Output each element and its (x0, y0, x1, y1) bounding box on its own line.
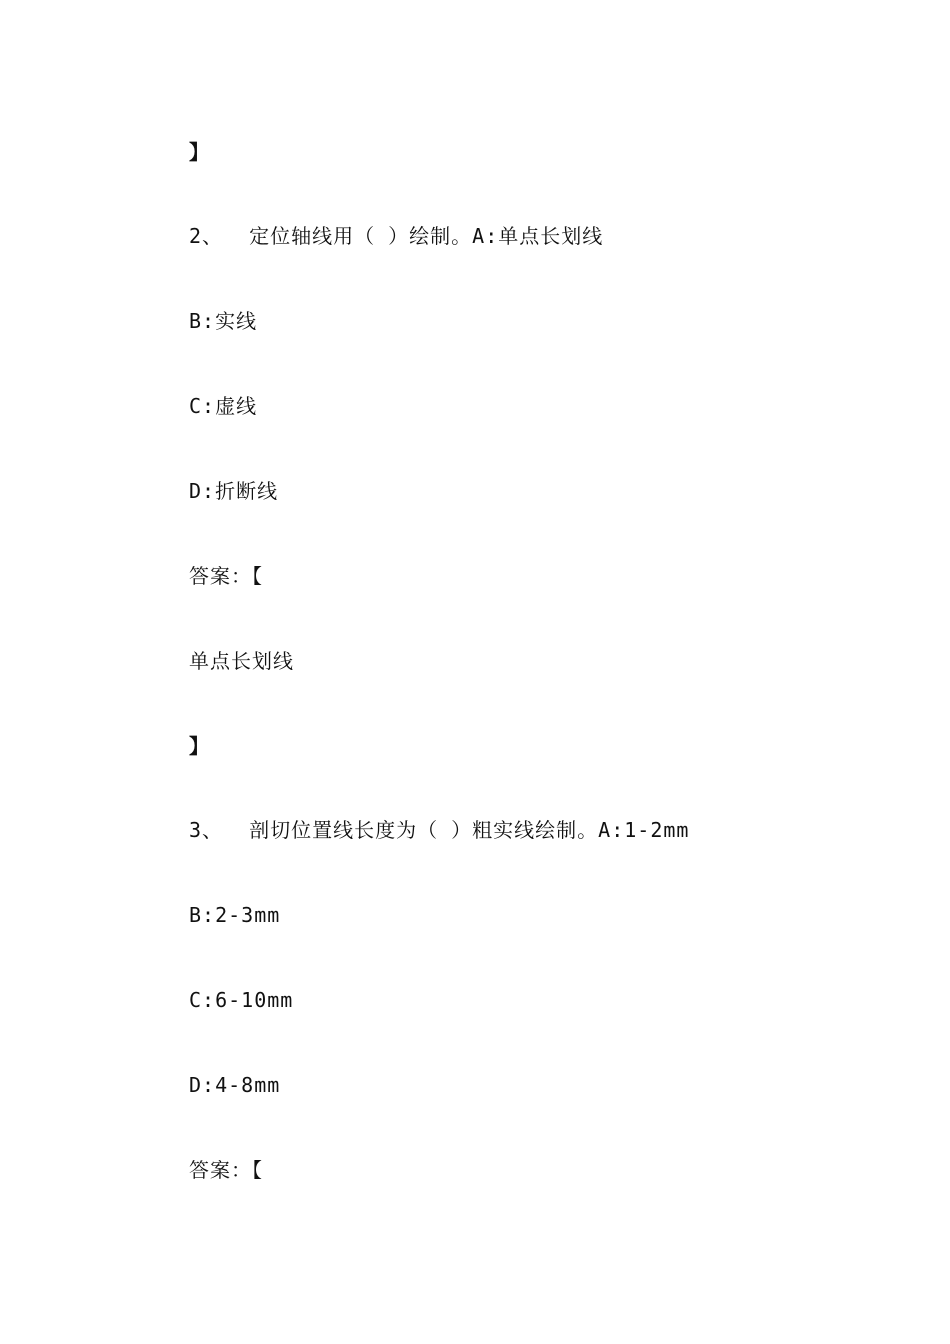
question-2-option-c: C:虚线 (189, 394, 258, 418)
question-3-option-c: C:6-10mm (189, 988, 294, 1012)
question-2-stem: 2、 定位轴线用（ ）绘制。A:单点长划线 (189, 224, 604, 248)
question-2-answer-label: 答案：【 (189, 564, 263, 588)
closing-bracket: 】 (189, 140, 210, 164)
question-2-option-d: D:折断线 (189, 479, 279, 503)
question-2-answer-close: 】 (189, 734, 210, 758)
question-3-option-d: D:4-8mm (189, 1073, 281, 1097)
question-3-answer-label: 答案：【 (189, 1158, 263, 1182)
question-3-option-b: B:2-3mm (189, 903, 281, 927)
question-3-stem: 3、 剖切位置线长度为（ ）粗实线绘制。A:1-2mm (189, 818, 690, 842)
question-2-option-b: B:实线 (189, 309, 258, 333)
question-2-answer-value: 单点长划线 (189, 649, 294, 673)
